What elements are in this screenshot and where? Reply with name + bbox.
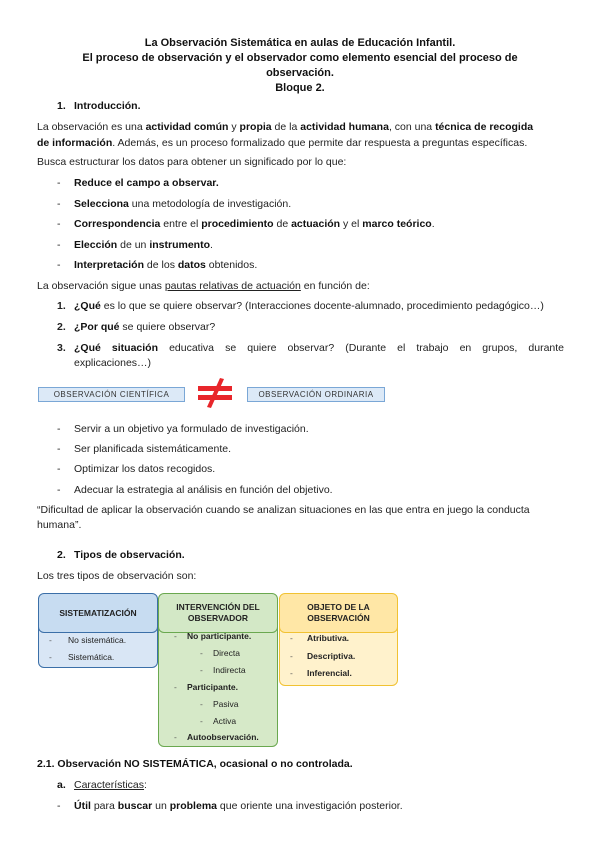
section-2-heading: Tipos de observación.	[74, 549, 185, 561]
dash-marker: -	[200, 699, 203, 709]
title-line-3: observación.	[266, 67, 334, 79]
structure-paragraph: Busca estructurar los datos para obtener un significado por lo que:	[37, 156, 347, 168]
bullet-marker: -	[57, 218, 61, 230]
question-3-continued: explicaciones…)	[74, 357, 152, 369]
bold-span: marco teórico	[362, 218, 432, 230]
section-2-number: 2.	[57, 549, 66, 561]
text-span: entre el	[160, 218, 202, 230]
intro-bullet	[74, 217, 564, 233]
dash-marker: -	[49, 652, 52, 662]
document-title	[40, 36, 560, 96]
dash-marker: -	[290, 668, 293, 678]
scientific-observation-box: OBSERVACIÓN CIENTÍFICA	[38, 387, 185, 402]
bold-span: instrumento	[149, 239, 210, 251]
intervencion-item: Participante.	[187, 682, 239, 692]
text-span: .	[431, 218, 435, 230]
intro-bullet	[74, 258, 564, 274]
bullet-marker: -	[57, 484, 61, 496]
text-span: y	[228, 121, 240, 133]
bullet-marker: -	[57, 463, 61, 475]
sistematizacion-item: Sistemática.	[68, 652, 115, 662]
intervencion-subitem: Directa	[213, 648, 240, 658]
intro-bullet	[74, 238, 564, 254]
bold-span: ¿Qué	[74, 300, 101, 312]
title-line-4: Bloque 2.	[275, 82, 325, 94]
intervencion-title-line-1: INTERVENCIÓN DEL	[176, 602, 260, 612]
intro-paragraph	[37, 120, 563, 152]
intervencion-title-line-2: OBSERVADOR	[187, 613, 249, 623]
dash-marker: -	[290, 651, 293, 661]
objeto-title-line-1: OBJETO DE LA	[307, 602, 370, 612]
dash-marker: -	[174, 682, 177, 692]
bullet-marker: -	[57, 800, 61, 812]
feature-item: Adecuar la estrategia al análisis en función del objetivo.	[74, 484, 333, 496]
quote-line-1: “Dificultad de aplicar la observación cuando se analizan situaciones en las que entra en juego la conducta	[37, 504, 530, 516]
question-number: 3.	[57, 342, 66, 354]
characteristics-bullet	[74, 799, 564, 815]
text-span: es lo que se quiere observar? (Interacciones docente-alumnado, procedimiento pedagógico…)	[100, 300, 544, 312]
bold-span: datos	[177, 259, 206, 271]
bold-span: procedimiento	[201, 218, 274, 230]
underlined-span: pautas relativas de actuación	[164, 280, 301, 292]
question-number: 2.	[57, 321, 66, 333]
sistematizacion-header	[38, 593, 158, 633]
text-span: una metodología de investigación.	[128, 198, 292, 210]
dash-marker: -	[200, 665, 203, 675]
not-equal-slash	[207, 378, 224, 408]
dash-marker: -	[290, 633, 293, 643]
dash-marker: -	[174, 732, 177, 742]
text-span: obtenidos.	[205, 259, 258, 271]
text-span: en función de:	[300, 280, 370, 292]
bold-span: Selecciona	[74, 198, 129, 210]
question-number: 1.	[57, 300, 66, 312]
not-equal-icon	[196, 377, 234, 409]
underlined-span: Características	[74, 779, 145, 791]
bold-span: ¿Qué situación	[74, 342, 158, 354]
objeto-title-line-2: OBSERVACIÓN	[307, 613, 370, 623]
bold-span: ¿Por qué	[74, 321, 120, 333]
bold-span: de información	[37, 136, 113, 149]
feature-item: Optimizar los datos recogidos.	[74, 463, 216, 475]
feature-item: Servir a un objetivo ya formulado de investigación.	[74, 423, 309, 435]
sistematizacion-item: No sistemática.	[68, 635, 127, 645]
sistematizacion-title: SISTEMATIZACIÓN	[59, 607, 137, 618]
intervencion-subitem: Activa	[213, 716, 237, 726]
bullet-marker: -	[57, 259, 61, 271]
text-span: . Además, es un proceso formalizado que permite dar respuesta a preguntas específicas.	[112, 136, 528, 149]
dash-marker: -	[49, 635, 52, 645]
intervencion-header	[158, 593, 278, 633]
pautas-paragraph	[37, 279, 563, 295]
bullet-marker: -	[57, 198, 61, 210]
types-intro: Los tres tipos de observación son:	[37, 570, 197, 582]
text-span: se quiere observar?	[119, 321, 216, 333]
text-span: :	[144, 779, 147, 791]
bold-span: Elección	[74, 239, 118, 251]
objeto-item: Atributiva.	[307, 633, 350, 643]
bold-span: Correspondencia	[74, 218, 161, 230]
text-span: de los	[144, 259, 178, 271]
question-1	[74, 299, 564, 315]
quote-line-2: humana”.	[37, 519, 82, 531]
title-line-1: La Observación Sistemática en aulas de Educación Infantil.	[144, 37, 456, 49]
text-span: y el	[340, 218, 363, 230]
bold-span: problema	[169, 800, 217, 812]
text-span: , con una	[388, 121, 436, 133]
feature-item: Ser planificada sistemáticamente.	[74, 443, 231, 455]
bold-span: técnica de recogida	[435, 121, 534, 133]
text-span: La observación sigue unas	[37, 280, 165, 292]
section-2-1-heading: 2.1. Observación NO SISTEMÁTICA, ocasional o no controlada.	[37, 758, 353, 770]
bold-span: actividad humana	[300, 121, 389, 133]
text-span: de la	[271, 121, 301, 133]
text-span: que oriente una investigación posterior.	[217, 800, 403, 812]
bold-span: Reduce el campo a observar.	[74, 177, 219, 189]
section-1-number: 1.	[57, 100, 66, 112]
bold-span: Útil	[74, 800, 91, 812]
text-span: de	[273, 218, 292, 230]
section-1-heading: Introducción.	[74, 100, 141, 112]
bold-span: actividad común	[145, 121, 229, 133]
bullet-marker: -	[57, 177, 61, 189]
question-3	[74, 341, 564, 357]
objeto-header	[279, 593, 398, 633]
text-span: La observación es una	[37, 121, 146, 133]
bold-span: Interpretación	[74, 259, 145, 271]
characteristics-heading	[74, 778, 147, 794]
sub-letter: a.	[57, 779, 66, 791]
text-span: .	[209, 239, 213, 251]
text-span: para	[90, 800, 118, 812]
ordinary-observation-box: OBSERVACIÓN ORDINARIA	[247, 387, 385, 402]
intervencion-subitem: Indirecta	[213, 665, 246, 675]
intro-bullet	[74, 197, 564, 213]
intro-bullet	[74, 176, 564, 192]
text-span: un	[152, 800, 170, 812]
dash-marker: -	[200, 648, 203, 658]
bold-span: propia	[239, 121, 272, 133]
dash-marker: -	[174, 631, 177, 641]
objeto-item: Descriptiva.	[307, 651, 356, 661]
intervencion-item: No participante.	[187, 631, 252, 641]
bold-span: actuación	[291, 218, 341, 230]
intervencion-item: Autoobservación.	[187, 732, 259, 742]
question-2	[74, 320, 564, 336]
bold-span: buscar	[117, 800, 153, 812]
dash-marker: -	[200, 716, 203, 726]
bullet-marker: -	[57, 423, 61, 435]
objeto-item: Inferencial.	[307, 668, 352, 678]
text-span: educativa se quiere observar? (Durante el trabajo en grupos, durante	[158, 342, 565, 354]
text-span: de un	[117, 239, 150, 251]
title-line-2: El proceso de observación y el observador como elemento esencial del proceso de	[82, 52, 518, 64]
bullet-marker: -	[57, 443, 61, 455]
bullet-marker: -	[57, 239, 61, 251]
intervencion-subitem: Pasiva	[213, 699, 239, 709]
